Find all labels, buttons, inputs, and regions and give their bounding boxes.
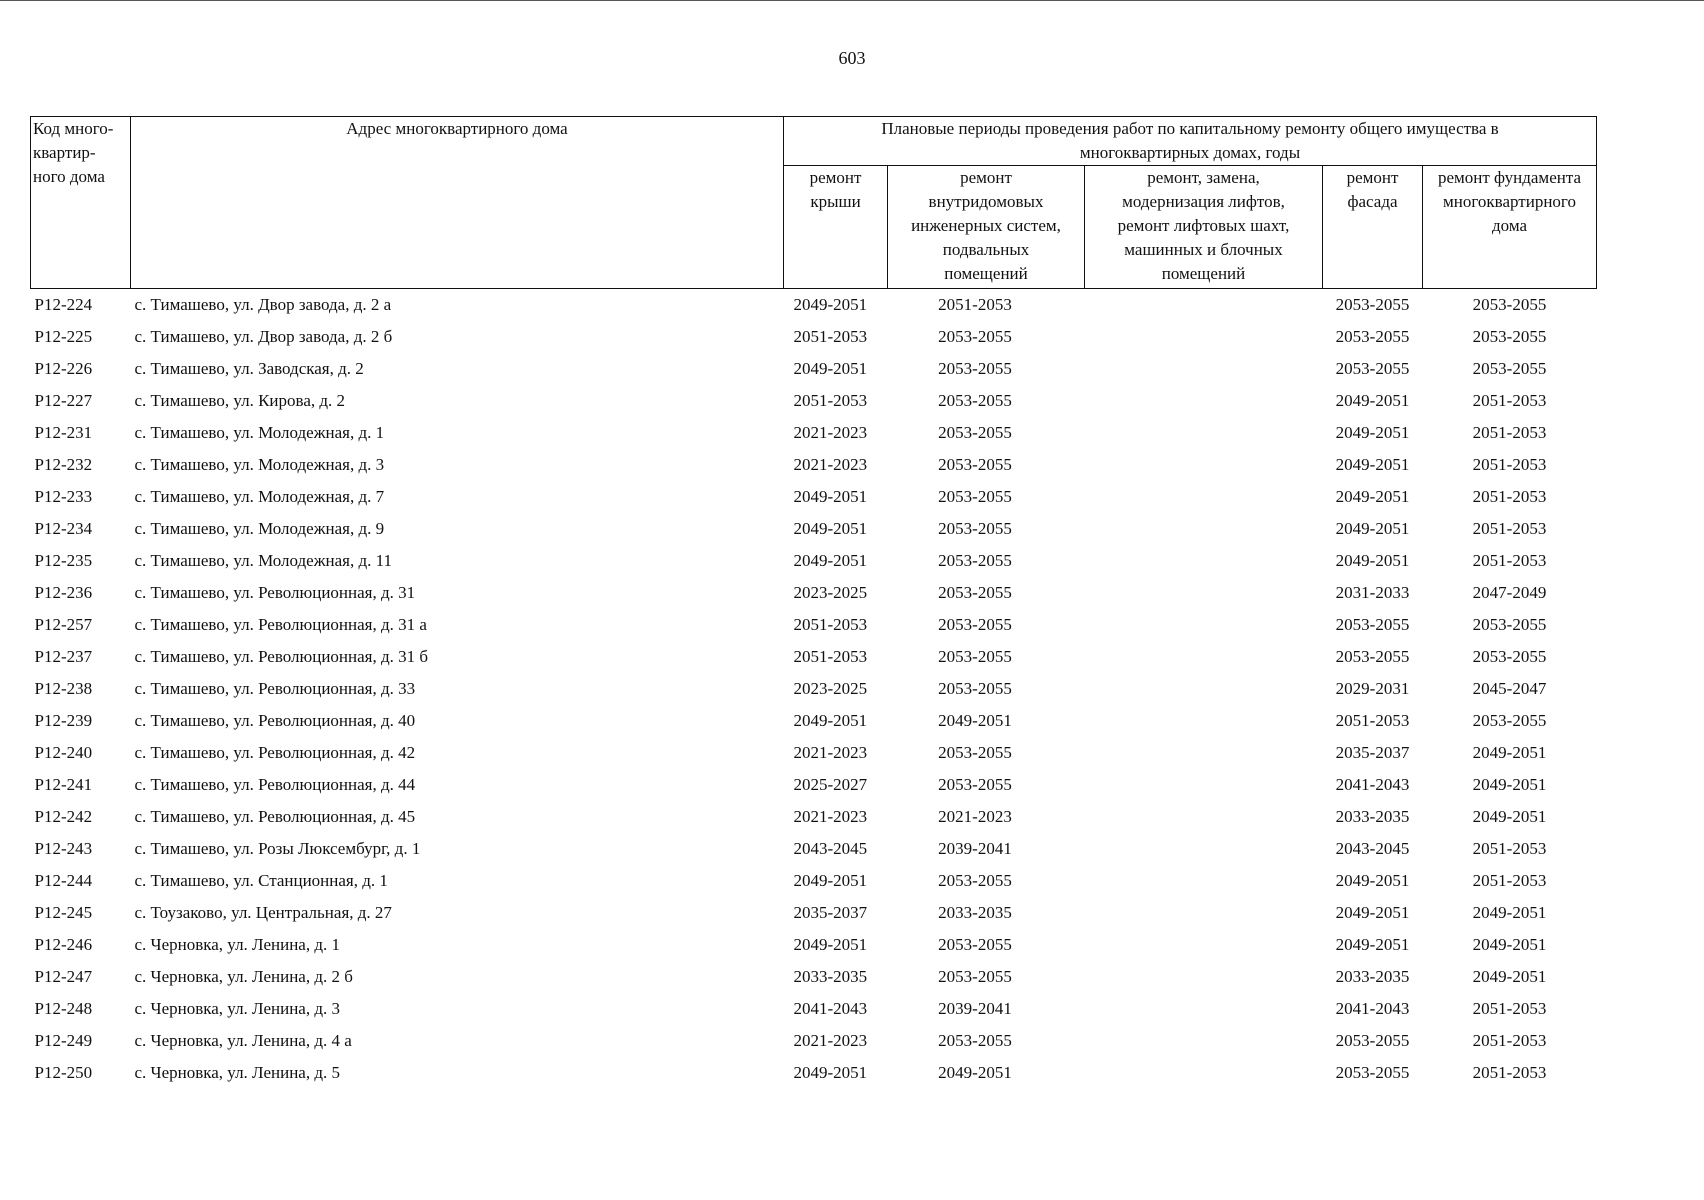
cell-address: с. Черновка, ул. Ленина, д. 5 [134,1063,340,1082]
table-row [31,961,1597,993]
repair-schedule-table [30,116,1597,1089]
table-row [31,353,1597,385]
cell-lifts [1085,737,1323,769]
cell-roof: 2049-2051 [793,871,868,890]
cell-foundation: 2051-2053 [1472,391,1547,410]
table-row [31,289,1597,322]
cell-code: P12-231 [34,423,93,442]
cell-lifts [1085,705,1323,737]
cell-lifts [1085,385,1323,417]
cell-foundation: 2049-2051 [1472,903,1547,922]
table-row [31,769,1597,801]
cell-code: P12-233 [34,487,93,506]
cell-address: с. Тимашево, ул. Двор завода, д. 2 б [134,327,393,346]
cell-roof: 2041-2043 [793,999,868,1018]
header-lifts: ремонт, замена, модернизация лифтов, ремонт лифтовых шахт, машинных и блочных помещений [1085,166,1323,289]
table-row [31,1025,1597,1057]
cell-address: с. Тимашево, ул. Революционная, д. 31 [134,583,416,602]
table-row [31,449,1597,481]
cell-code: P12-257 [34,615,93,634]
cell-foundation: 2049-2051 [1472,775,1547,794]
cell-engineering: 2039-2041 [938,999,1012,1018]
cell-code: P12-244 [34,871,93,890]
cell-lifts [1085,929,1323,961]
table-row [31,321,1597,353]
table-row [31,1057,1597,1089]
cell-code: P12-224 [34,295,93,314]
cell-code: P12-243 [34,839,93,858]
cell-engineering: 2053-2055 [938,359,1012,378]
header-roof: ремонт крыши [784,166,888,289]
cell-facade: 2049-2051 [1335,519,1410,538]
cell-lifts [1085,769,1323,801]
cell-engineering: 2049-2051 [938,711,1012,730]
table-row [31,929,1597,961]
table-row [31,545,1597,577]
cell-code: P12-237 [34,647,93,666]
cell-code: P12-232 [34,455,93,474]
cell-facade: 2049-2051 [1335,903,1410,922]
cell-address: с. Тимашево, ул. Революционная, д. 44 [134,775,416,794]
cell-address: с. Тимашево, ул. Революционная, д. 31 б [134,647,429,666]
cell-lifts [1085,545,1323,577]
table-row [31,801,1597,833]
cell-engineering: 2051-2053 [938,295,1012,314]
cell-foundation: 2051-2053 [1472,423,1547,442]
header-foundation: ремонт фундамента многоквартирного дома [1423,166,1597,289]
cell-address: с. Тимашево, ул. Двор завода, д. 2 а [134,295,392,314]
cell-engineering: 2021-2023 [938,807,1012,826]
cell-lifts [1085,833,1323,865]
top-rule [0,0,1704,1]
cell-engineering: 2053-2055 [938,455,1012,474]
cell-foundation: 2051-2053 [1472,1063,1547,1082]
cell-roof: 2021-2023 [793,455,868,474]
cell-roof: 2035-2037 [793,903,868,922]
cell-foundation: 2049-2051 [1472,967,1547,986]
cell-foundation: 2049-2051 [1472,935,1547,954]
cell-lifts [1085,1057,1323,1089]
cell-code: P12-227 [34,391,93,410]
cell-facade: 2053-2055 [1335,615,1410,634]
cell-address: с. Тимашево, ул. Кирова, д. 2 [134,391,346,410]
table-row [31,865,1597,897]
cell-code: P12-234 [34,519,93,538]
header-facade: ремонт фасада [1323,166,1423,289]
cell-code: P12-247 [34,967,93,986]
cell-roof: 2049-2051 [793,711,868,730]
cell-code: P12-226 [34,359,93,378]
table-row [31,705,1597,737]
cell-foundation: 2051-2053 [1472,455,1547,474]
cell-facade: 2053-2055 [1335,1031,1410,1050]
cell-engineering: 2053-2055 [938,967,1012,986]
cell-address: с. Тимашево, ул. Молодежная, д. 1 [134,423,385,442]
cell-foundation: 2053-2055 [1472,295,1547,314]
cell-roof: 2049-2051 [793,551,868,570]
cell-facade: 2035-2037 [1335,743,1410,762]
cell-roof: 2021-2023 [793,1031,868,1050]
cell-address: с. Черновка, ул. Ленина, д. 2 б [134,967,353,986]
table-row [31,673,1597,705]
cell-address: с. Черновка, ул. Ленина, д. 1 [134,935,340,954]
cell-lifts [1085,993,1323,1025]
cell-code: P12-236 [34,583,93,602]
cell-lifts [1085,449,1323,481]
table-row [31,577,1597,609]
cell-facade: 2033-2035 [1335,967,1410,986]
cell-foundation: 2051-2053 [1472,871,1547,890]
cell-address: с. Тимашево, ул. Революционная, д. 40 [134,711,416,730]
cell-lifts [1085,353,1323,385]
cell-code: P12-235 [34,551,93,570]
cell-foundation: 2047-2049 [1472,583,1547,602]
cell-facade: 2033-2035 [1335,807,1410,826]
cell-roof: 2033-2035 [793,967,868,986]
cell-foundation: 2049-2051 [1472,807,1547,826]
cell-code: P12-249 [34,1031,93,1050]
cell-facade: 2043-2045 [1335,839,1410,858]
cell-facade: 2041-2043 [1335,775,1410,794]
cell-lifts [1085,321,1323,353]
cell-engineering: 2053-2055 [938,391,1012,410]
cell-lifts [1085,1025,1323,1057]
cell-engineering: 2053-2055 [938,935,1012,954]
cell-foundation: 2051-2053 [1472,999,1547,1018]
cell-facade: 2053-2055 [1335,1063,1410,1082]
cell-engineering: 2053-2055 [938,551,1012,570]
cell-code: P12-240 [34,743,93,762]
cell-roof: 2049-2051 [793,1063,868,1082]
cell-engineering: 2053-2055 [938,775,1012,794]
cell-facade: 2053-2055 [1335,327,1410,346]
cell-lifts [1085,609,1323,641]
cell-lifts [1085,641,1323,673]
cell-code: P12-250 [34,1063,93,1082]
cell-foundation: 2053-2055 [1472,615,1547,634]
cell-engineering: 2053-2055 [938,679,1012,698]
cell-lifts [1085,417,1323,449]
cell-code: P12-248 [34,999,93,1018]
cell-code: P12-238 [34,679,93,698]
cell-address: с. Тимашево, ул. Станционная, д. 1 [134,871,388,890]
cell-engineering: 2053-2055 [938,1031,1012,1050]
cell-lifts [1085,673,1323,705]
cell-facade: 2049-2051 [1335,391,1410,410]
table-row [31,737,1597,769]
cell-address: с. Тимашево, ул. Заводская, д. 2 [134,359,364,378]
table-body [31,289,1597,1090]
cell-engineering: 2053-2055 [938,615,1012,634]
cell-facade: 2051-2053 [1335,711,1410,730]
cell-roof: 2021-2023 [793,807,868,826]
cell-roof: 2049-2051 [793,935,868,954]
cell-facade: 2049-2051 [1335,551,1410,570]
cell-engineering: 2053-2055 [938,743,1012,762]
table-row [31,993,1597,1025]
cell-facade: 2041-2043 [1335,999,1410,1018]
cell-foundation: 2053-2055 [1472,327,1547,346]
cell-roof: 2049-2051 [793,487,868,506]
cell-foundation: 2053-2055 [1472,359,1547,378]
table-row [31,385,1597,417]
cell-engineering: 2039-2041 [938,839,1012,858]
cell-facade: 2053-2055 [1335,647,1410,666]
cell-address: с. Тимашево, ул. Революционная, д. 33 [134,679,416,698]
cell-lifts [1085,289,1323,322]
cell-foundation: 2051-2053 [1472,487,1547,506]
cell-code: P12-242 [34,807,93,826]
cell-roof: 2023-2025 [793,679,868,698]
cell-roof: 2051-2053 [793,391,868,410]
cell-facade: 2049-2051 [1335,871,1410,890]
cell-engineering: 2053-2055 [938,519,1012,538]
cell-foundation: 2051-2053 [1472,1031,1547,1050]
cell-foundation: 2053-2055 [1472,647,1547,666]
cell-address: с. Тимашево, ул. Молодежная, д. 3 [134,455,385,474]
page-number: 603 [838,48,866,68]
cell-facade: 2049-2051 [1335,935,1410,954]
cell-engineering: 2033-2035 [938,903,1012,922]
cell-engineering: 2053-2055 [938,871,1012,890]
cell-facade: 2053-2055 [1335,359,1410,378]
cell-code: P12-241 [34,775,93,794]
cell-lifts [1085,801,1323,833]
cell-foundation: 2051-2053 [1472,519,1547,538]
cell-engineering: 2053-2055 [938,647,1012,666]
header-engineering: ремонт внутридомовых инженерных систем, подвальных помещений [888,166,1085,289]
cell-foundation: 2051-2053 [1472,839,1547,858]
header-planned-periods: Плановые периоды проведения работ по капитальному ремонту общего имущества в многоквартирных домах, годы [784,117,1597,166]
cell-roof: 2021-2023 [793,423,868,442]
table-row [31,897,1597,929]
cell-roof: 2051-2053 [793,615,868,634]
cell-address: с. Тимашево, ул. Революционная, д. 31 а [134,615,427,634]
cell-engineering: 2053-2055 [938,583,1012,602]
cell-foundation: 2051-2053 [1472,551,1547,570]
table-row [31,481,1597,513]
cell-roof: 2021-2023 [793,743,868,762]
cell-facade: 2049-2051 [1335,455,1410,474]
cell-code: P12-225 [34,327,93,346]
cell-roof: 2043-2045 [793,839,868,858]
cell-address: с. Тимашево, ул. Молодежная, д. 11 [134,551,392,570]
cell-address: с. Тимашево, ул. Революционная, д. 45 [134,807,416,826]
table-row [31,641,1597,673]
cell-facade: 2049-2051 [1335,423,1410,442]
cell-engineering: 2053-2055 [938,423,1012,442]
cell-facade: 2031-2033 [1335,583,1410,602]
cell-code: P12-246 [34,935,93,954]
cell-lifts [1085,513,1323,545]
cell-address: с. Тоузаково, ул. Центральная, д. 27 [134,903,392,922]
cell-code: P12-245 [34,903,93,922]
table-row [31,609,1597,641]
cell-address: с. Черновка, ул. Ленина, д. 4 а [134,1031,352,1050]
cell-foundation: 2053-2055 [1472,711,1547,730]
header-address: Адрес многоквартирного дома [131,117,784,289]
cell-engineering: 2053-2055 [938,487,1012,506]
cell-lifts [1085,481,1323,513]
cell-roof: 2049-2051 [793,359,868,378]
table-row [31,833,1597,865]
cell-code: P12-239 [34,711,93,730]
cell-address: с. Тимашево, ул. Революционная, д. 42 [134,743,416,762]
cell-facade: 2049-2051 [1335,487,1410,506]
cell-engineering: 2053-2055 [938,327,1012,346]
cell-address: с. Черновка, ул. Ленина, д. 3 [134,999,340,1018]
cell-foundation: 2049-2051 [1472,743,1547,762]
cell-roof: 2025-2027 [793,775,868,794]
cell-roof: 2049-2051 [793,295,868,314]
header-code: Код много- квартир- ного дома [31,117,131,289]
cell-lifts [1085,897,1323,929]
cell-roof: 2051-2053 [793,327,868,346]
cell-address: с. Тимашево, ул. Молодежная, д. 7 [134,487,385,506]
cell-address: с. Тимашево, ул. Молодежная, д. 9 [134,519,385,538]
table-row [31,417,1597,449]
cell-facade: 2053-2055 [1335,295,1410,314]
cell-roof: 2049-2051 [793,519,868,538]
cell-lifts [1085,577,1323,609]
cell-foundation: 2045-2047 [1472,679,1547,698]
cell-roof: 2023-2025 [793,583,868,602]
cell-lifts [1085,961,1323,993]
cell-engineering: 2049-2051 [938,1063,1012,1082]
cell-roof: 2051-2053 [793,647,868,666]
cell-address: с. Тимашево, ул. Розы Люксембург, д. 1 [134,839,421,858]
cell-lifts [1085,865,1323,897]
table-row [31,513,1597,545]
cell-facade: 2029-2031 [1335,679,1410,698]
